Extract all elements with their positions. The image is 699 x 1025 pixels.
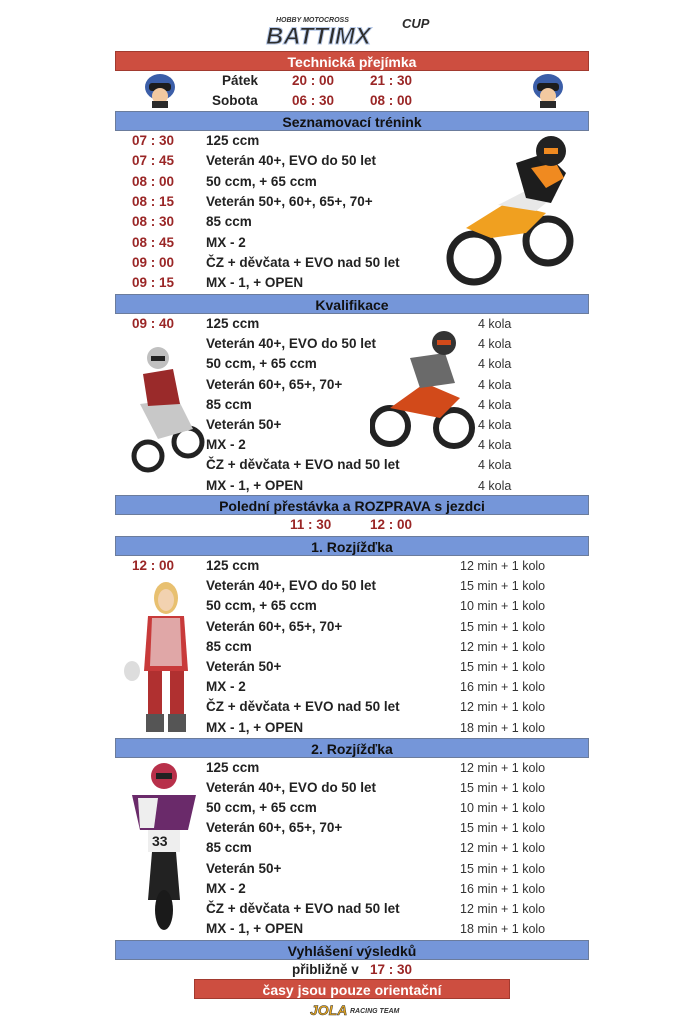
heat1-class: MX - 1, + OPEN — [206, 719, 304, 735]
section-qualification: Kvalifikace — [115, 294, 589, 314]
heat2-class: Veterán 50+ — [206, 860, 282, 876]
qual-laps: 4 kola — [478, 418, 512, 432]
heat1-duration: 15 min + 1 kolo — [460, 619, 546, 634]
heat1-duration: 18 min + 1 kolo — [460, 720, 546, 735]
warmup-class: 85 ccm — [206, 214, 252, 230]
heat1-duration: 10 min + 1 kolo — [460, 599, 546, 614]
warmup-time: 09 : 15 — [132, 275, 175, 291]
qual-laps: 4 kola — [478, 478, 512, 493]
heat2-class: 50 ccm, + 65 ccm — [206, 800, 317, 816]
helmet-mascot-left-icon — [142, 71, 178, 114]
heat1-duration: 12 min + 1 kolo — [460, 639, 546, 654]
heat1-class: MX - 2 — [206, 679, 246, 695]
rider-qual-left-image — [118, 344, 208, 474]
qual-class: ČZ + děvčata + EVO nad 50 let — [206, 457, 400, 473]
heat1-class: Veterán 40+, EVO do 50 let — [206, 578, 376, 594]
warmup-class: MX - 1, + OPEN — [206, 275, 304, 291]
warmup-class: 50 ccm, + 65 ccm — [206, 173, 317, 189]
warmup-class: Veterán 40+, EVO do 50 let — [206, 153, 376, 169]
warmup-class: 125 ccm — [206, 133, 260, 148]
rider-qual-right-image — [370, 328, 480, 453]
logo-cup-text: CUP — [402, 16, 430, 31]
qual-class: MX - 2 — [206, 437, 246, 453]
qual-laps: 4 kola — [478, 337, 512, 352]
heat1-duration: 12 min + 1 kolo — [460, 559, 546, 573]
tech-day-friday: Pátek — [222, 73, 259, 88]
heat1-class: 85 ccm — [206, 638, 252, 654]
qual-class: Veterán 60+, 65+, 70+ — [206, 376, 343, 392]
heat2-duration: 15 min + 1 kolo — [460, 861, 546, 876]
helmet-mascot-right-icon — [530, 71, 566, 114]
tech-day-saturday: Sobota — [212, 93, 258, 108]
lunch-from: 11 : 30 — [290, 517, 332, 532]
warmup-time: 07 : 45 — [132, 153, 175, 169]
heat1-class: Veterán 50+ — [206, 659, 282, 674]
heat1-duration: 16 min + 1 kolo — [460, 680, 546, 695]
battimx-cup-logo — [262, 14, 442, 48]
heat1-class: 125 ccm — [206, 558, 260, 573]
heat2-class: 125 ccm — [206, 760, 260, 775]
rider-heat2-image — [118, 760, 208, 932]
rider-jumping-image — [436, 133, 576, 288]
tech-friday-from: 20 : 00 — [292, 73, 335, 88]
qual-class: 50 ccm, + 65 ccm — [206, 356, 317, 372]
heat2-class: ČZ + děvčata + EVO nad 50 let — [206, 900, 400, 916]
sponsor-name: JOLA — [310, 1002, 348, 1018]
qual-class: MX - 1, + OPEN — [206, 477, 304, 493]
svg-text:33: 33 — [152, 833, 168, 849]
warmup-time: 09 : 00 — [132, 254, 175, 270]
heat2-duration: 15 min + 1 kolo — [460, 781, 546, 796]
qual-laps: 4 kola — [478, 458, 512, 473]
heat1-class: ČZ + děvčata + EVO nad 50 let — [206, 699, 400, 715]
tech-saturday-from: 06 : 30 — [292, 93, 335, 108]
qual-laps: 4 kola — [478, 317, 512, 331]
section-warmup: Seznamovací trénink — [115, 111, 589, 131]
disclaimer-bar: časy jsou pouze orientační — [194, 979, 510, 999]
heat2-duration: 16 min + 1 kolo — [460, 881, 546, 896]
heat2-class: Veterán 40+, EVO do 50 let — [206, 780, 376, 796]
heat2-class: MX - 1, + OPEN — [206, 920, 304, 936]
section-heat-1: 1. Rozjížďka — [115, 536, 589, 556]
section-lunch-break: Polední přestávka a ROZPRAVA s jezdci — [115, 495, 589, 515]
warmup-class: ČZ + děvčata + EVO nad 50 let — [206, 254, 400, 270]
warmup-time: 08 : 30 — [132, 214, 175, 230]
female-rider-image — [124, 576, 204, 736]
results-prefix: přibližně v — [292, 962, 359, 977]
heat2-duration: 10 min + 1 kolo — [460, 801, 546, 816]
warmup-time: 07 : 30 — [132, 133, 175, 148]
qual-start-time: 09 : 40 — [132, 316, 175, 331]
lunch-to: 12 : 00 — [370, 517, 413, 532]
heat2-duration: 12 min + 1 kolo — [460, 761, 546, 775]
heat1-class: Veterán 60+, 65+, 70+ — [206, 618, 343, 634]
heat2-class: MX - 2 — [206, 880, 246, 896]
warmup-time: 08 : 00 — [132, 173, 175, 189]
warmup-class: MX - 2 — [206, 234, 246, 250]
section-heat-2: 2. Rozjížďka — [115, 738, 589, 758]
heat2-class: 85 ccm — [206, 840, 252, 856]
qual-class: 85 ccm — [206, 396, 252, 412]
qual-laps: 4 kola — [478, 438, 512, 453]
heat1-start-time: 12 : 00 — [132, 558, 175, 573]
tech-saturday-to: 08 : 00 — [370, 93, 413, 108]
jola-racing-logo — [306, 1000, 410, 1025]
qual-class: Veterán 50+ — [206, 417, 282, 432]
heat1-duration: 15 min + 1 kolo — [460, 579, 546, 594]
heat1-duration: 15 min + 1 kolo — [460, 660, 546, 674]
qual-laps: 4 kola — [478, 377, 512, 392]
warmup-class: Veterán 50+, 60+, 65+, 70+ — [206, 193, 373, 209]
warmup-time: 08 : 45 — [132, 234, 175, 250]
qual-laps: 4 kola — [478, 397, 512, 412]
qual-class: Veterán 40+, EVO do 50 let — [206, 336, 376, 352]
results-time: 17 : 30 — [370, 962, 413, 977]
heat2-duration: 12 min + 1 kolo — [460, 841, 546, 856]
section-technical-inspection: Technická přejímka — [115, 51, 589, 71]
heat1-class: 50 ccm, + 65 ccm — [206, 598, 317, 614]
section-results: Vyhlášení výsledků — [115, 940, 589, 960]
qual-class: 125 ccm — [206, 316, 260, 331]
warmup-time: 08 : 15 — [132, 193, 175, 209]
tech-friday-to: 21 : 30 — [370, 73, 413, 88]
heat2-duration: 18 min + 1 kolo — [460, 921, 546, 936]
sponsor-sub: RACING TEAM — [350, 1008, 400, 1015]
heat1-duration: 12 min + 1 kolo — [460, 700, 546, 715]
heat2-class: Veterán 60+, 65+, 70+ — [206, 820, 343, 836]
logo-small-text: HOBBY MOTOCROSS — [276, 17, 349, 24]
heat2-duration: 15 min + 1 kolo — [460, 821, 546, 836]
qual-laps: 4 kola — [478, 357, 512, 372]
logo-brand-text: BATTIMX — [266, 23, 371, 48]
heat2-duration: 12 min + 1 kolo — [460, 901, 546, 916]
